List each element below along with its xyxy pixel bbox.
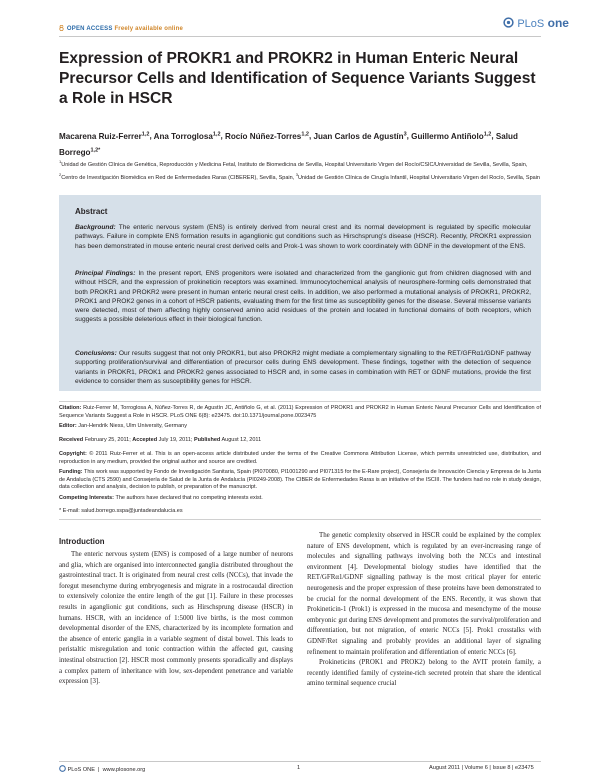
open-access-banner — [59, 25, 183, 32]
intro-paragraph-3: Prokineticins (PROK1 and PROK2) belong to the AVIT protein family, a recently identified family of cysteine-rich secreted protein that share the identical amino terminal sequence crucial — [307, 659, 541, 688]
author-4[interactable]: Juan Carlos de Agustín$^3$ — [313, 131, 407, 141]
plos-logo-icon — [503, 17, 514, 28]
affiliation-2: Centro de Investigación Biomédica en Red de Enfermedades Raras (CIBERER), Sevilla, Spain, — [61, 174, 295, 181]
one-logo-text: one — [547, 16, 569, 30]
footer-site-link[interactable]: www.plosone.org — [102, 767, 146, 773]
footer-divider — [59, 761, 541, 762]
intro-paragraph-2: The genetic complexity observed in HSCR could be explained by the complex nature of ENS development, which is regulated by an ever-increasing range of molecules and signalling pathways involving both the NCCs and intestinal environment [4]. Developmental biology studies have identified that the RET/GFRα1/GDNF signalling pathway is the most critical player for enteric neurogenesis and the proper expression of these proteins have been demonstrated to be crucial for the normal development of the ENS. Recently, it was shown that Prokineticin-1 (Prok1) is expressed in the mucosa and mesenchyme of the mouse embryonic gut during ENS development and promotes the survival/proliferation and differentiation, but not migration, of enteric NCCs [5]. Prok1 crosstalks with GDNF/Ret signaling and probably provides an additional layer of signaling refinement to maintain proliferation and differentiation of enteric NCCs [6]. — [307, 532, 541, 656]
abstract-findings: Principal Findings: In the present report, ENS progenitors were isolated and characterized from the ganglionic gut from children diagnosed with and without HSCR, and the expression of prokineticin receptors was examined. Immunocytochemical analysis of neurosphere-forming cells demonstrated that both PROKR1 and PROKR2 were present in human enteric neural crest cells. In addition, we also performed a mutational analysis of PROKR1, PROKR2, PROK1 and PROK2 genes in a cohort of HSCR patients, evaluating them for the first time as susceptibility genes for the disease. Several missense variants were detected, most of them affecting highly conserved amino acid residues of the protein and located in functional domains of both receptors, which suggests a possible deleterious effect in their biological function. — [75, 270, 531, 324]
plos-logo-text: PLoS — [517, 18, 545, 30]
corresponding-email[interactable]: * E-mail: salud.borrego.sspa@juntadeandalucia.es — [59, 508, 183, 514]
introduction-heading: Introduction — [59, 537, 105, 546]
plos-one-logo — [503, 16, 569, 30]
affiliations: $^1$Unidad de Gestión Clínica de Genética, Reproducción y Medicina Fetal, Instituto de Biomedicina de Sevilla, Hospital Universitario Virgen del Rocío/CSIC/Universidad de Sevilla, Sevilla, Spain, $^2$Centro de Investigación Biomédica en Red de Enfermedades Raras (CIBERER), Sevilla, Spain, $^3$Unidad de Gestión Clínica de Cirugía Infantil, Hospital Universitario Virgen del Rocío, Sevilla, Spain — [59, 159, 540, 181]
author-list: Macarena Ruiz-Ferrer$^{1,2}$, Ana Torroglosa$^{1,2}$, Rocío Núñez-Torres$^{1,2}$, Juan Carlos de Agustín$^3$, Guillermo Antiñolo$^{1,2}$, Salud Borrego$^{1,2*}$ — [59, 131, 518, 158]
author-3[interactable]: Rocío Núñez-Torres$^{1,2}$ — [225, 131, 309, 141]
header-divider — [59, 36, 541, 37]
plos-footer-icon — [59, 765, 66, 772]
footer-page-number: 1 — [297, 765, 301, 771]
copyright: Copyright: © 2011 Ruiz-Ferrer et al. This is an open-access article distributed under the terms of the Creative Commons Attribution License, which permits unrestricted use, distribution, and reproduction in any medium, provided the original author and source are credited. — [59, 451, 542, 465]
open-label: OPEN — [66, 26, 85, 32]
affiliation-1: Unidad de Gestión Clínica de Genética, Reproducción y Medicina Fetal, Instituto de Biomedicina de Sevilla, Hospital Universitario Virgen del Rocío/CSIC/Universidad de Sevilla, Sevilla, Spain, — [61, 161, 528, 168]
freely-available-label: Freely available online — [114, 26, 184, 32]
author-6[interactable]: Salud Borrego$^{1,2*}$ — [59, 131, 518, 158]
access-label: ACCESS — [86, 26, 113, 32]
author-5[interactable]: Guillermo Antiñolo$^{1,2}$ — [411, 131, 492, 141]
footer-issue-info: August 2011 | Volume 6 | Issue 8 | e23475 — [429, 765, 534, 771]
funding: Funding: This work was supported by Fondo de Investigación Sanitaria, Spain (PI070080, PI1001290 and PI071315 for the E-Rare project), Consejería de Innovación Ciencia y Empresa de la Junta de Andalucía (CTS 2590) and Consejería de Salud de la Junta de Andalucía (PI0249-2008). The CIBER de Enfermedades Raras is an initiative of the ISCIII. The funders had no role in study design, data collection and analysis, decision to publish, or preparation of the manuscript. — [59, 469, 541, 491]
competing-interests: Competing Interests: The authors have declared that no competing interests exist. — [59, 495, 263, 501]
footer-journal: PLoS ONE | www.plosone.org — [59, 765, 145, 773]
article-dates: Received February 25, 2011; Accepted July 19, 2011; Published August 12, 2011 — [59, 437, 262, 443]
author-2[interactable]: Ana Torroglosa$^{1,2}$ — [153, 131, 221, 141]
editor: Editor: Jan-Hendrik Niess, Ulm University, Germany — [59, 423, 187, 429]
citation: Citation: Ruiz-Ferrer M, Torroglosa A, Núñez-Torres R, de Agustín JC, Antiñolo G, et al. (2011) Expression of PROKR1 and PROKR2 in Human Enteric Neural Precursor Cells and Identification of Sequence Variants Suggest a Role in HSCR. PLoS ONE 6(8): e23475. doi:10.1371/journal.pone.0023475 — [59, 405, 541, 419]
affiliation-3: Unidad de Gestión Clínica de Cirugía Infantil, Hospital Universitario Virgen del Rocío, Sevilla, Spain — [297, 174, 540, 181]
abstract-heading: Abstract — [75, 207, 108, 216]
abstract-conclusions: Conclusions: Our results suggest that not only PROKR1, but also PROKR2 might mediate a complementary signalling to the RET/GFRα1/GDNF pathway supporting proliferation/survival and differentiation of precursor cells during ENS development. These findings, together with the detection of sequence variants in PROKR1, PROK1 and PROKR2 genes associated to HSCR and, in some cases in combination with RET or GDNF mutations, provide the first evidence to consider them as susceptibility genes for HSCR. — [75, 350, 531, 385]
meta-divider-bottom — [59, 519, 541, 520]
intro-left-column: The enteric nervous system (ENS) is composed of a large number of neurons and glia, which are organised into interconnected ganglia distributed throughout the gastrointestinal tract. It is originated from neural crest cells (NCCs), that invade the foregut mesenchyme during embryogenesis and migrate in a rostrocaudal direction to extensively colonize the entire length of the gut [1]. Failure in these processes results in aganglionic gut conditions, such as Hirschsprung disease (HSCR) in humans. HSCR, with an incidence of 1:5000 live births, is the most common developmental disorder of the ENS, characterized by its incomplete formation and the absence of enteric ganglia in a variable segment of distal bowel. This leads to peristaltic misregulation and tonic contraction within the affected gut, causing intestinal obstruction [2]. HSCR most commonly presents sporadically and displays a complex pattern of inheritance with low, sex-dependent penetrance and variable expression [3]. — [59, 551, 293, 686]
intro-right-column — [307, 531, 541, 690]
abstract-background: Background: The enteric nervous system (ENS) is entirely derived from neural crest and its normal development is regulated by specific molecular pathways. Failure in complete ENS formation results in aganglionic gut conditions such as Hirschsprung's disease (HSCR). Recently, PROKR1 expression has been demonstrated in mouse enteric neural crest derived cells and Prok-1 was shown to work coordinately with GDNF in the development of the ENS. — [75, 224, 531, 250]
article-title: Expression of PROKR1 and PROKR2 in Human Enteric Neural Precursor Cells and Identification of Sequence Variants Suggest a Role in HSCR — [59, 50, 536, 107]
author-1[interactable]: Macarena Ruiz-Ferrer$^{1,2}$ — [59, 131, 150, 141]
open-access-lock-icon — [59, 25, 64, 31]
meta-divider-top — [59, 401, 541, 402]
